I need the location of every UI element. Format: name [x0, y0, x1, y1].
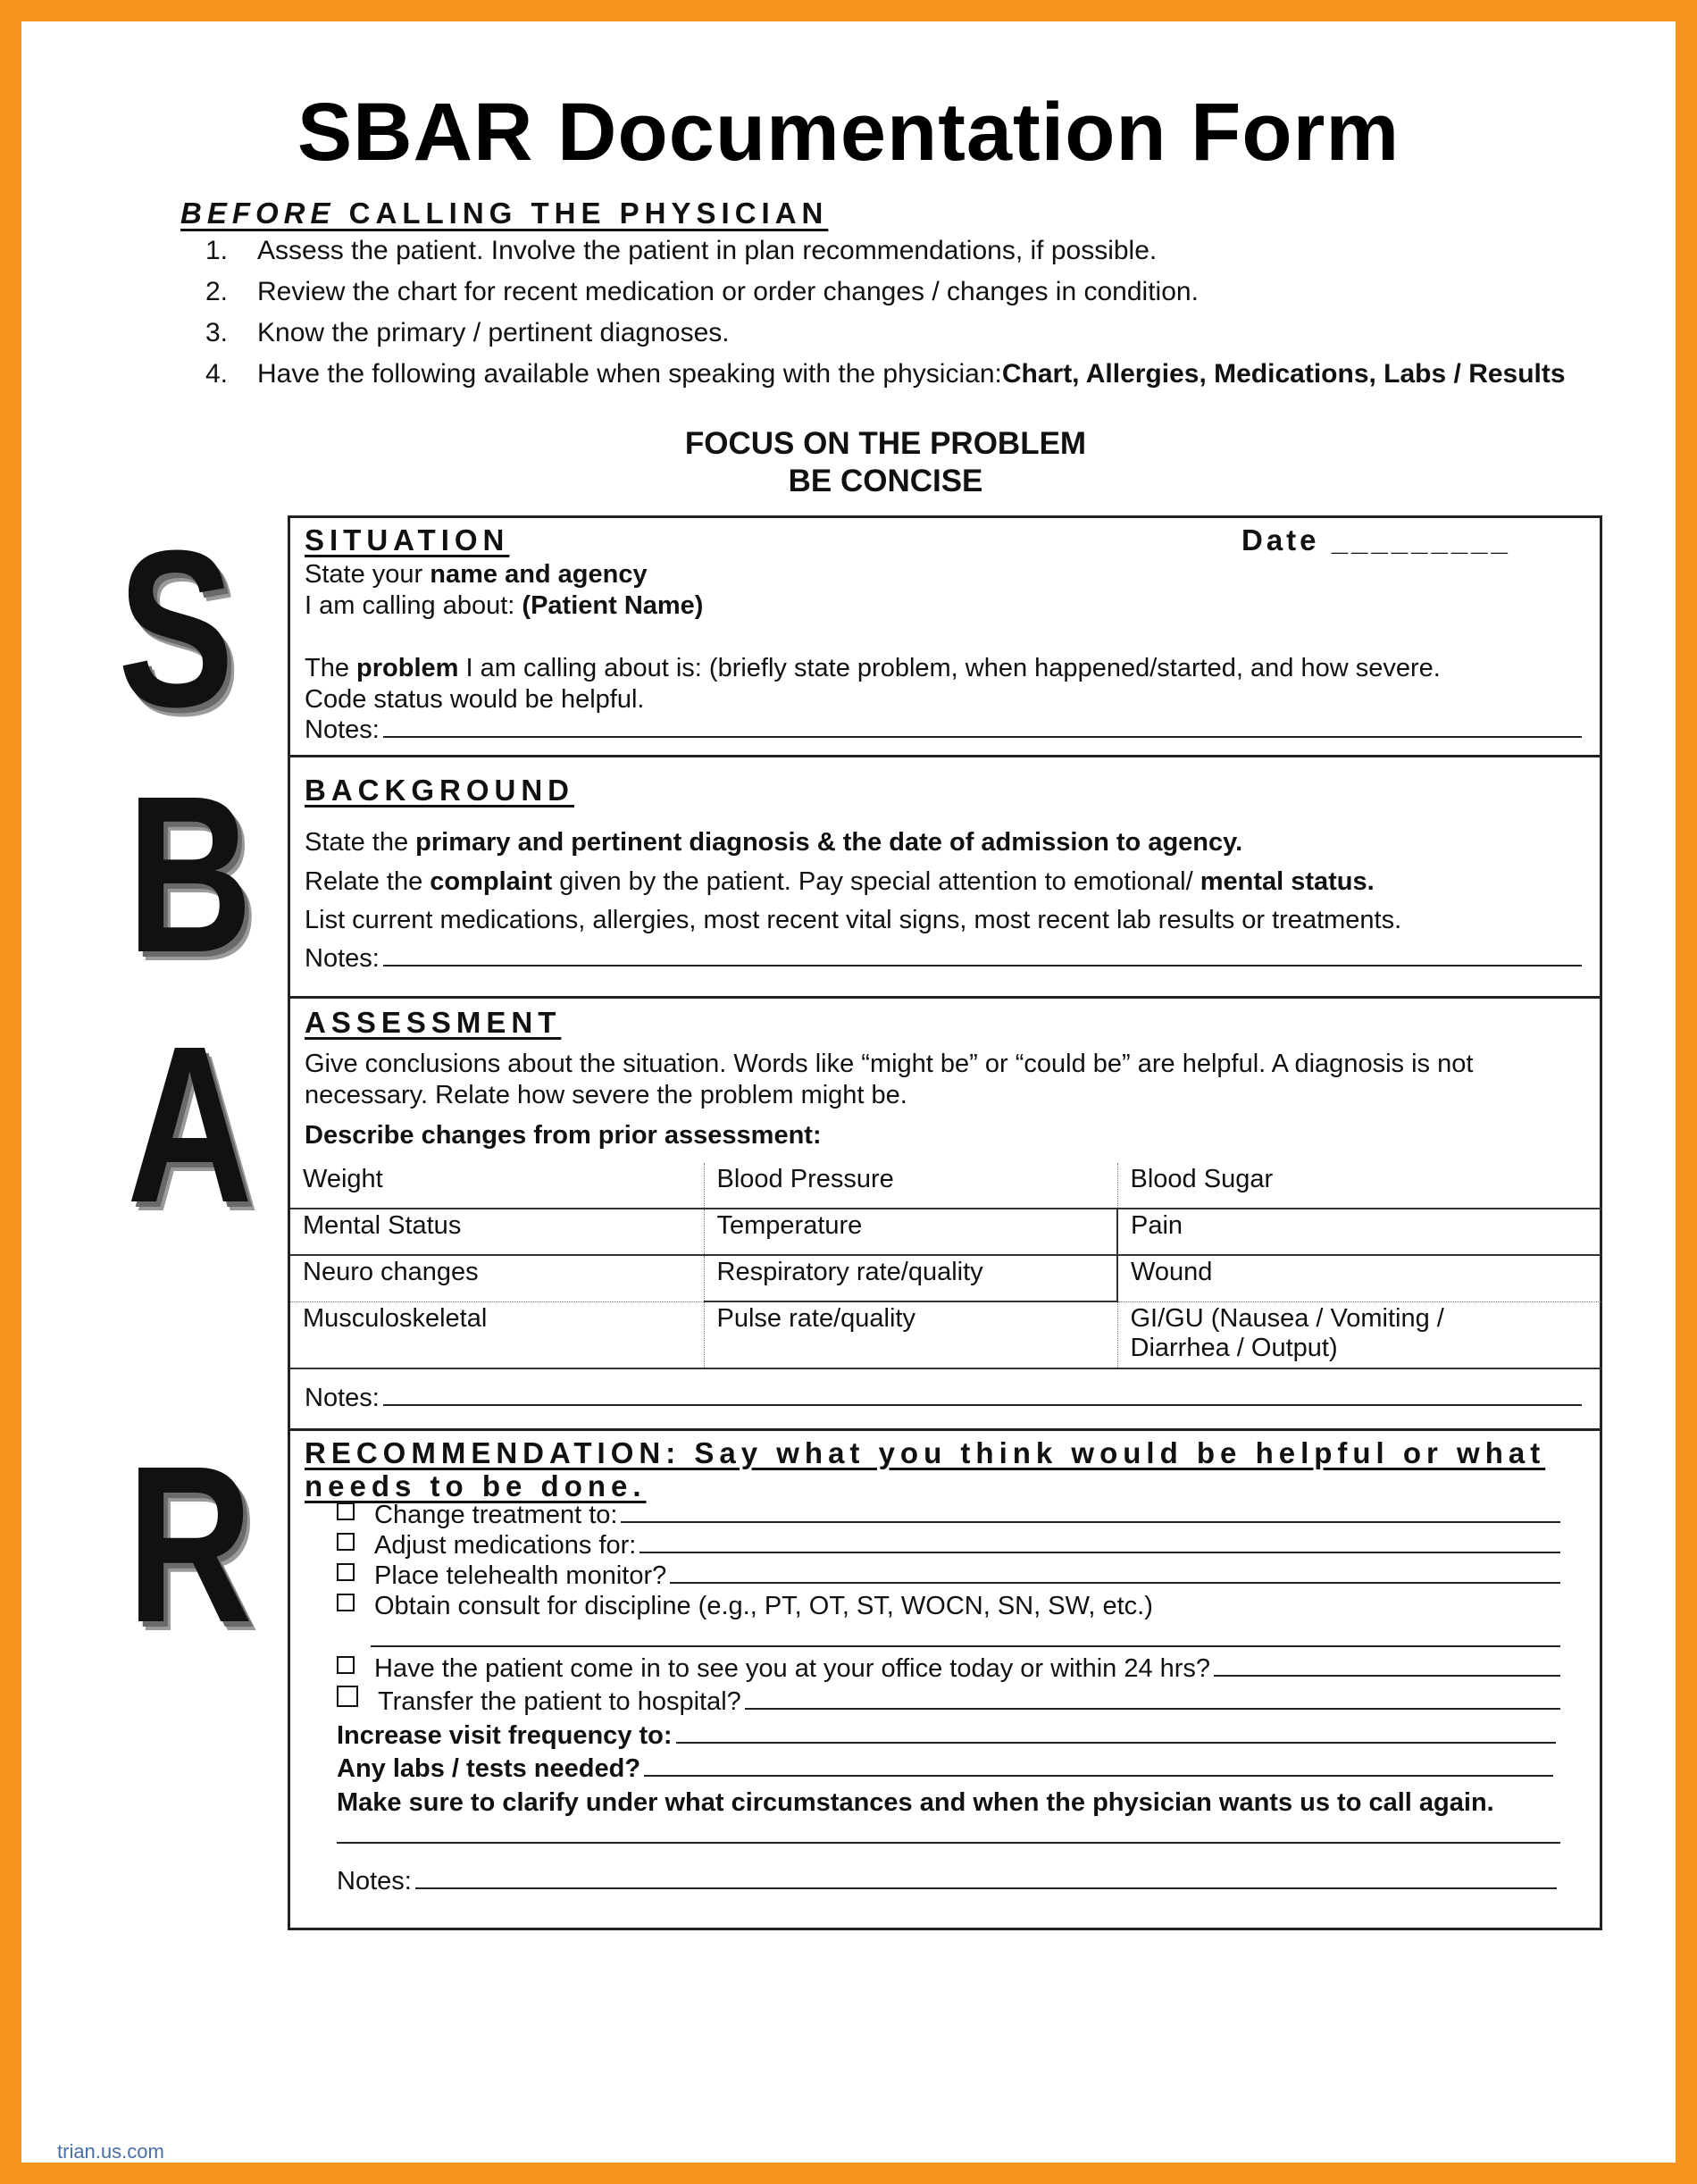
situation-heading: SITUATION — [305, 523, 510, 556]
list-item: Place telehealth monitor? — [337, 1561, 1560, 1591]
recommendation-section: RECOMMENDATION: Say what you think would be helpful or what needs to be done. Change treatment to: Adjust medications for: Place telehealth monitor? Obtain consult for discipline (e.g., PT, OT, ST, WOCN, SN, SW, etc.) Have the patient come in to see you at your office today or within 24 hrs? Transfer the patient to hospital? Increase visit frequency to: Any labs / tests needed? Make sure to clarify under what circumstances and when the physician wants us to call again. Notes: — [290, 1431, 1600, 1928]
sbar-letter-s: S — [118, 504, 235, 753]
assessment-notes: Notes: — [305, 1383, 1582, 1414]
situation-notes-line[interactable] — [383, 734, 1582, 738]
focus-banner: FOCUS ON THE PROBLEM BE CONCISE — [684, 426, 1087, 498]
assessment-heading: ASSESSMENT — [305, 1006, 562, 1039]
assessment-section: ASSESSMENT Give conclusions about the situation. Words like “might be” or “could be” are helpful. A diagnosis is not necessary. Relate how severe the problem might be. Describe changes from prior assessment: Weight Blood Pressure Blood Sugar Mental Status Temperature Pain Neuro changes Respiratory rate/quality Wound Musculoskeletal Pulse rate/quality GI/GU (Nausea / Vomiting / Diarrhea / Output) Notes: — [290, 999, 1600, 1431]
labs-needed: Any labs / tests needed? — [337, 1754, 1553, 1784]
visit-frequency: Increase visit frequency to: — [337, 1721, 1556, 1751]
assessment-grid — [290, 1163, 1602, 1368]
checkbox[interactable] — [337, 1656, 355, 1674]
recommendation-heading: RECOMMENDATION: Say what you think would be helpful or what — [305, 1436, 1546, 1469]
list-item: Adjust medications for: — [337, 1531, 1560, 1561]
table-row: Mental Status Temperature Pain — [290, 1209, 1602, 1255]
background-heading: BACKGROUND — [305, 774, 574, 807]
sbar-box — [288, 515, 1602, 1930]
table-row: Weight Blood Pressure Blood Sugar — [290, 1163, 1602, 1209]
background-notes-line[interactable] — [383, 963, 1582, 966]
list-item: Change treatment to: — [337, 1501, 1560, 1530]
checkbox[interactable] — [337, 1563, 355, 1581]
background-notes: Notes: — [305, 943, 1582, 975]
form-page — [21, 21, 1676, 2163]
checkbox[interactable] — [337, 1502, 355, 1520]
situation-notes: Notes: — [305, 715, 1582, 746]
situation-section: SITUATION Date _________ State your name and agency I am calling about: (Patient Name) The problem I am calling about is: (briefly state problem, when happened/started, and how severe. Code status would be helpful. Notes: — [290, 518, 1600, 757]
checkbox[interactable] — [337, 1533, 355, 1551]
recommendation-notes: Notes: — [337, 1867, 1557, 1896]
list-item: 1. Assess the patient. Involve the patient in plan recommendations, if possible. — [205, 236, 1158, 265]
steps-list — [205, 236, 1566, 400]
checkbox[interactable] — [337, 1594, 355, 1611]
watermark: trian.us.com — [57, 2140, 164, 2163]
list-item: 3. Know the primary / pertinent diagnoses. — [205, 318, 730, 347]
list-item: Obtain consult for discipline (e.g., PT, OT, ST, WOCN, SN, SW, etc.) — [337, 1592, 1560, 1621]
sbar-letter-b: B — [127, 749, 253, 999]
date-field[interactable]: Date _________ — [1241, 523, 1511, 556]
checkbox[interactable] — [337, 1686, 358, 1707]
list-item: Have the patient come in to see you at your office today or within 24 hrs? — [337, 1654, 1560, 1684]
clarify-note: Make sure to clarify under what circumstances and when the physician wants us to call again. — [337, 1788, 1494, 1817]
background-section: BACKGROUND State the primary and pertinent diagnosis & the date of admission to agency. Relate the complaint given by the patient. Pay special attention to emotional/ mental status. List current medications, allergies, most recent vital signs, most recent lab results or treatments. Notes: — [290, 757, 1600, 999]
list-item: 4. Have the following available when speaking with the physician: Chart, Allergies, Medications, Labs / Results — [205, 359, 1566, 389]
page-title: SBAR Documentation Form — [297, 87, 1400, 178]
table-row: Neuro changes Respiratory rate/quality Wound — [290, 1255, 1602, 1301]
assessment-notes-line[interactable] — [383, 1402, 1582, 1406]
sbar-letter-r: R — [127, 1419, 253, 1669]
before-calling-heading: BEFORE CALLING THE PHYSICIAN — [180, 197, 829, 230]
list-item: 2. Review the chart for recent medication or order changes / changes in condition. — [205, 277, 1199, 306]
sbar-letter-a: A — [127, 1000, 253, 1249]
table-row: Musculoskeletal Pulse rate/quality GI/GU (Nausea / Vomiting / Diarrhea / Output) — [290, 1301, 1602, 1368]
list-item: Transfer the patient to hospital? — [337, 1687, 1560, 1717]
